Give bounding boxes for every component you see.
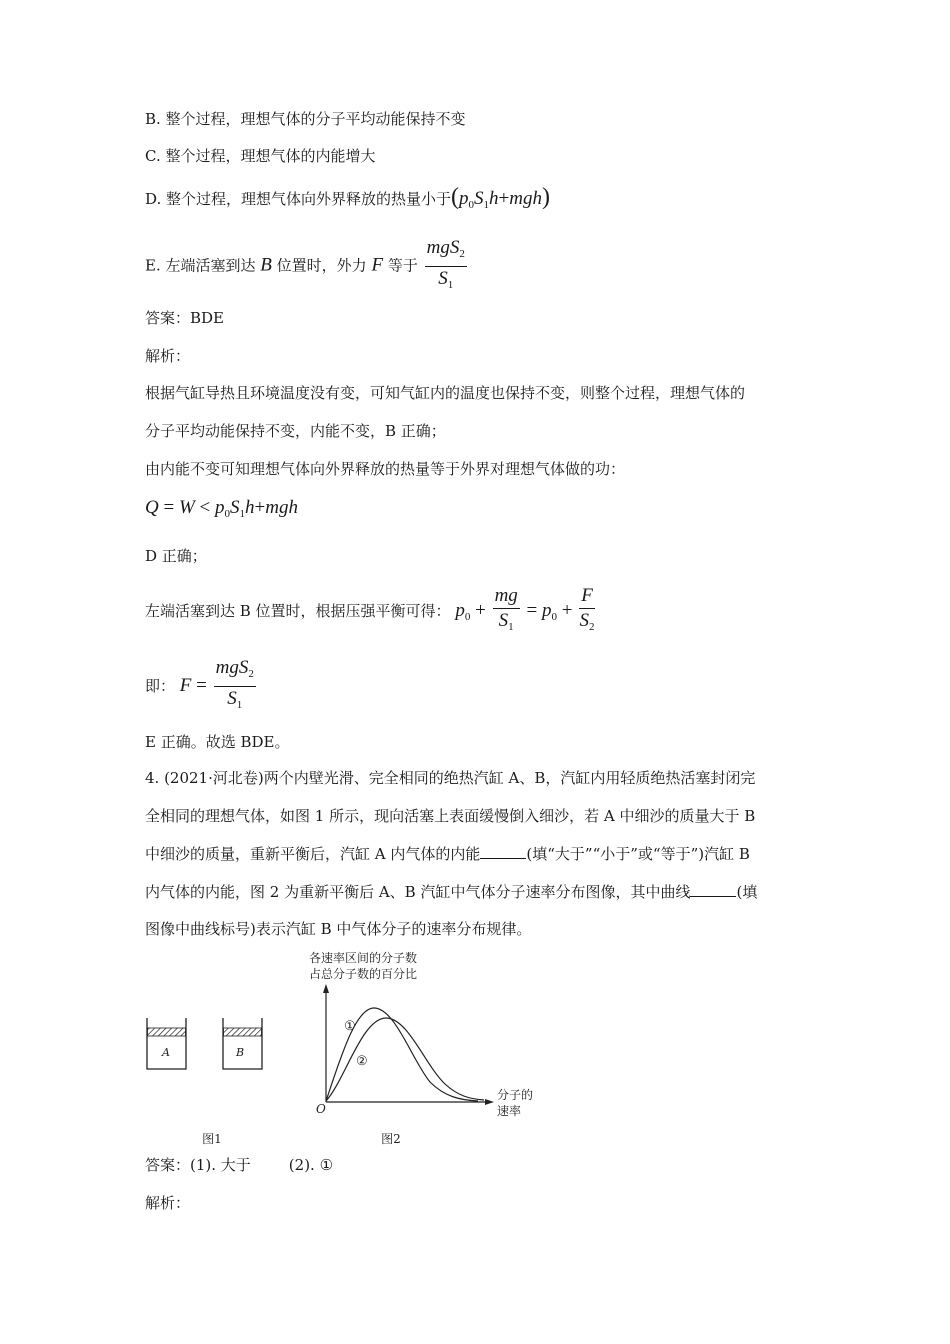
q4-line5: 图像中曲线标号)表示汽缸 B 中气体分子的速率分布规律。 <box>145 920 532 938</box>
x-axis-label-1: 分子的 <box>497 1088 534 1102</box>
option-d <box>145 184 550 215</box>
q3-para1-line1: 根据气缸导热且环境温度没有变，可知气缸内的温度也保持不变，则整个过程，理想气体的 <box>145 384 746 402</box>
q3-analysis-label: 解析： <box>145 347 191 365</box>
option-e-text-3: 等于 <box>387 256 418 275</box>
cylinder-b-label: B <box>235 1046 245 1059</box>
ji-label: 即： <box>145 676 176 695</box>
heat-equation: $Q = W < p_0S_1h+mgh$ <box>145 497 298 520</box>
option-e-text-1: E. 左端活塞到达 <box>145 256 256 275</box>
q4-line3-text-b: (填“大于”“小于”或“等于”)汽缸 B <box>526 845 750 863</box>
force-result <box>145 658 258 715</box>
option-e <box>145 238 469 295</box>
q4-line4-text-b: (填 <box>736 883 758 901</box>
y-axis-label-1: 各速率区间的分子数 <box>309 951 418 965</box>
q4-answer-2: (2). ① <box>288 1156 334 1174</box>
y-axis-arrow <box>323 984 329 993</box>
fig1-caption: 图1 <box>202 1132 222 1146</box>
option-e-var-b: B <box>260 254 272 276</box>
cylinder-b <box>223 1018 262 1069</box>
q4-line3 <box>145 844 750 864</box>
curve-2-label: ② <box>356 1054 368 1069</box>
answer-blank-2 <box>690 882 736 897</box>
option-b: B. 整个过程，理想气体的分子平均动能保持不变 <box>145 110 466 128</box>
x-axis-arrow <box>485 1099 494 1105</box>
pressure-balance <box>145 586 597 637</box>
force-formula: F = $\frac{mgS_2}{S_1}$ <box>179 657 254 711</box>
x-axis-label-2: 速率 <box>497 1104 522 1118</box>
q4-line3-text-a: 中细沙的质量，重新平衡后，汽缸 A 内气体的内能 <box>145 845 481 863</box>
q4-line2: 全相同的理想气体，如图 1 所示，现向活塞上表面缓慢倒入细沙，若 A 中细沙的质量大于 B <box>145 807 756 825</box>
curve-1-label: ① <box>344 1019 356 1034</box>
option-d-text: D. 整个过程，理想气体向外界释放的热量小于 <box>145 190 452 208</box>
q3-para1-line2: 分子平均动能保持不变，内能不变，B 正确； <box>145 422 446 440</box>
q3-answer: 答案：BDE <box>145 309 224 327</box>
pressure-text: 左端活塞到达 B 位置时，根据压强平衡可得： <box>145 601 451 620</box>
piston-a <box>148 1028 186 1036</box>
fig2-caption: 图2 <box>381 1132 401 1146</box>
d-correct: D 正确； <box>145 547 207 565</box>
piston-b <box>224 1028 262 1036</box>
y-axis-label-2: 占总分子数的百分比 <box>309 967 418 981</box>
pressure-formula: $p_0$ + $\frac{mg}{S_1}$ = $p_0$ + $\frac{F}{S_2}$ <box>455 585 595 633</box>
q4-answer-1: 答案：(1). 大于 <box>145 1156 251 1174</box>
q4-line4-text-a: 内气体的内能，图 2 为重新平衡后 A、B 汽缸中气体分子速率分布图像，其中曲线 <box>145 883 691 901</box>
q3-conclusion: E 正确。故选 BDE。 <box>145 733 290 751</box>
speed-distribution-graph <box>309 950 533 1118</box>
option-d-formula: $(p_0S_1h+mgh)$ <box>451 184 550 211</box>
q4-answer <box>145 1155 333 1175</box>
curve-1 <box>326 1008 478 1101</box>
cylinder-a-label: A <box>162 1046 170 1059</box>
option-e-fraction: $\frac{mgS_2}{S_1}$ <box>426 237 465 291</box>
option-c: C. 整个过程，理想气体的内能增大 <box>145 147 376 165</box>
q3-para2: 由内能不变可知理想气体向外界释放的热量等于外界对理想气体做的功： <box>145 460 626 478</box>
answer-blank-1 <box>480 844 526 859</box>
q4-line1: 4. (2021·河北卷)两个内壁光滑、完全相同的绝热汽缸 A、B，汽缸内用轻质绝热活塞封闭完 <box>145 769 756 787</box>
origin-label: O <box>316 1102 326 1116</box>
q4-analysis-label: 解析： <box>145 1194 191 1212</box>
q4-line4 <box>145 882 757 902</box>
option-e-text-2: 位置时，外力 <box>276 256 367 275</box>
cylinder-a <box>147 1018 186 1069</box>
curve-2 <box>326 1018 484 1101</box>
option-e-var-f: F <box>371 254 384 276</box>
